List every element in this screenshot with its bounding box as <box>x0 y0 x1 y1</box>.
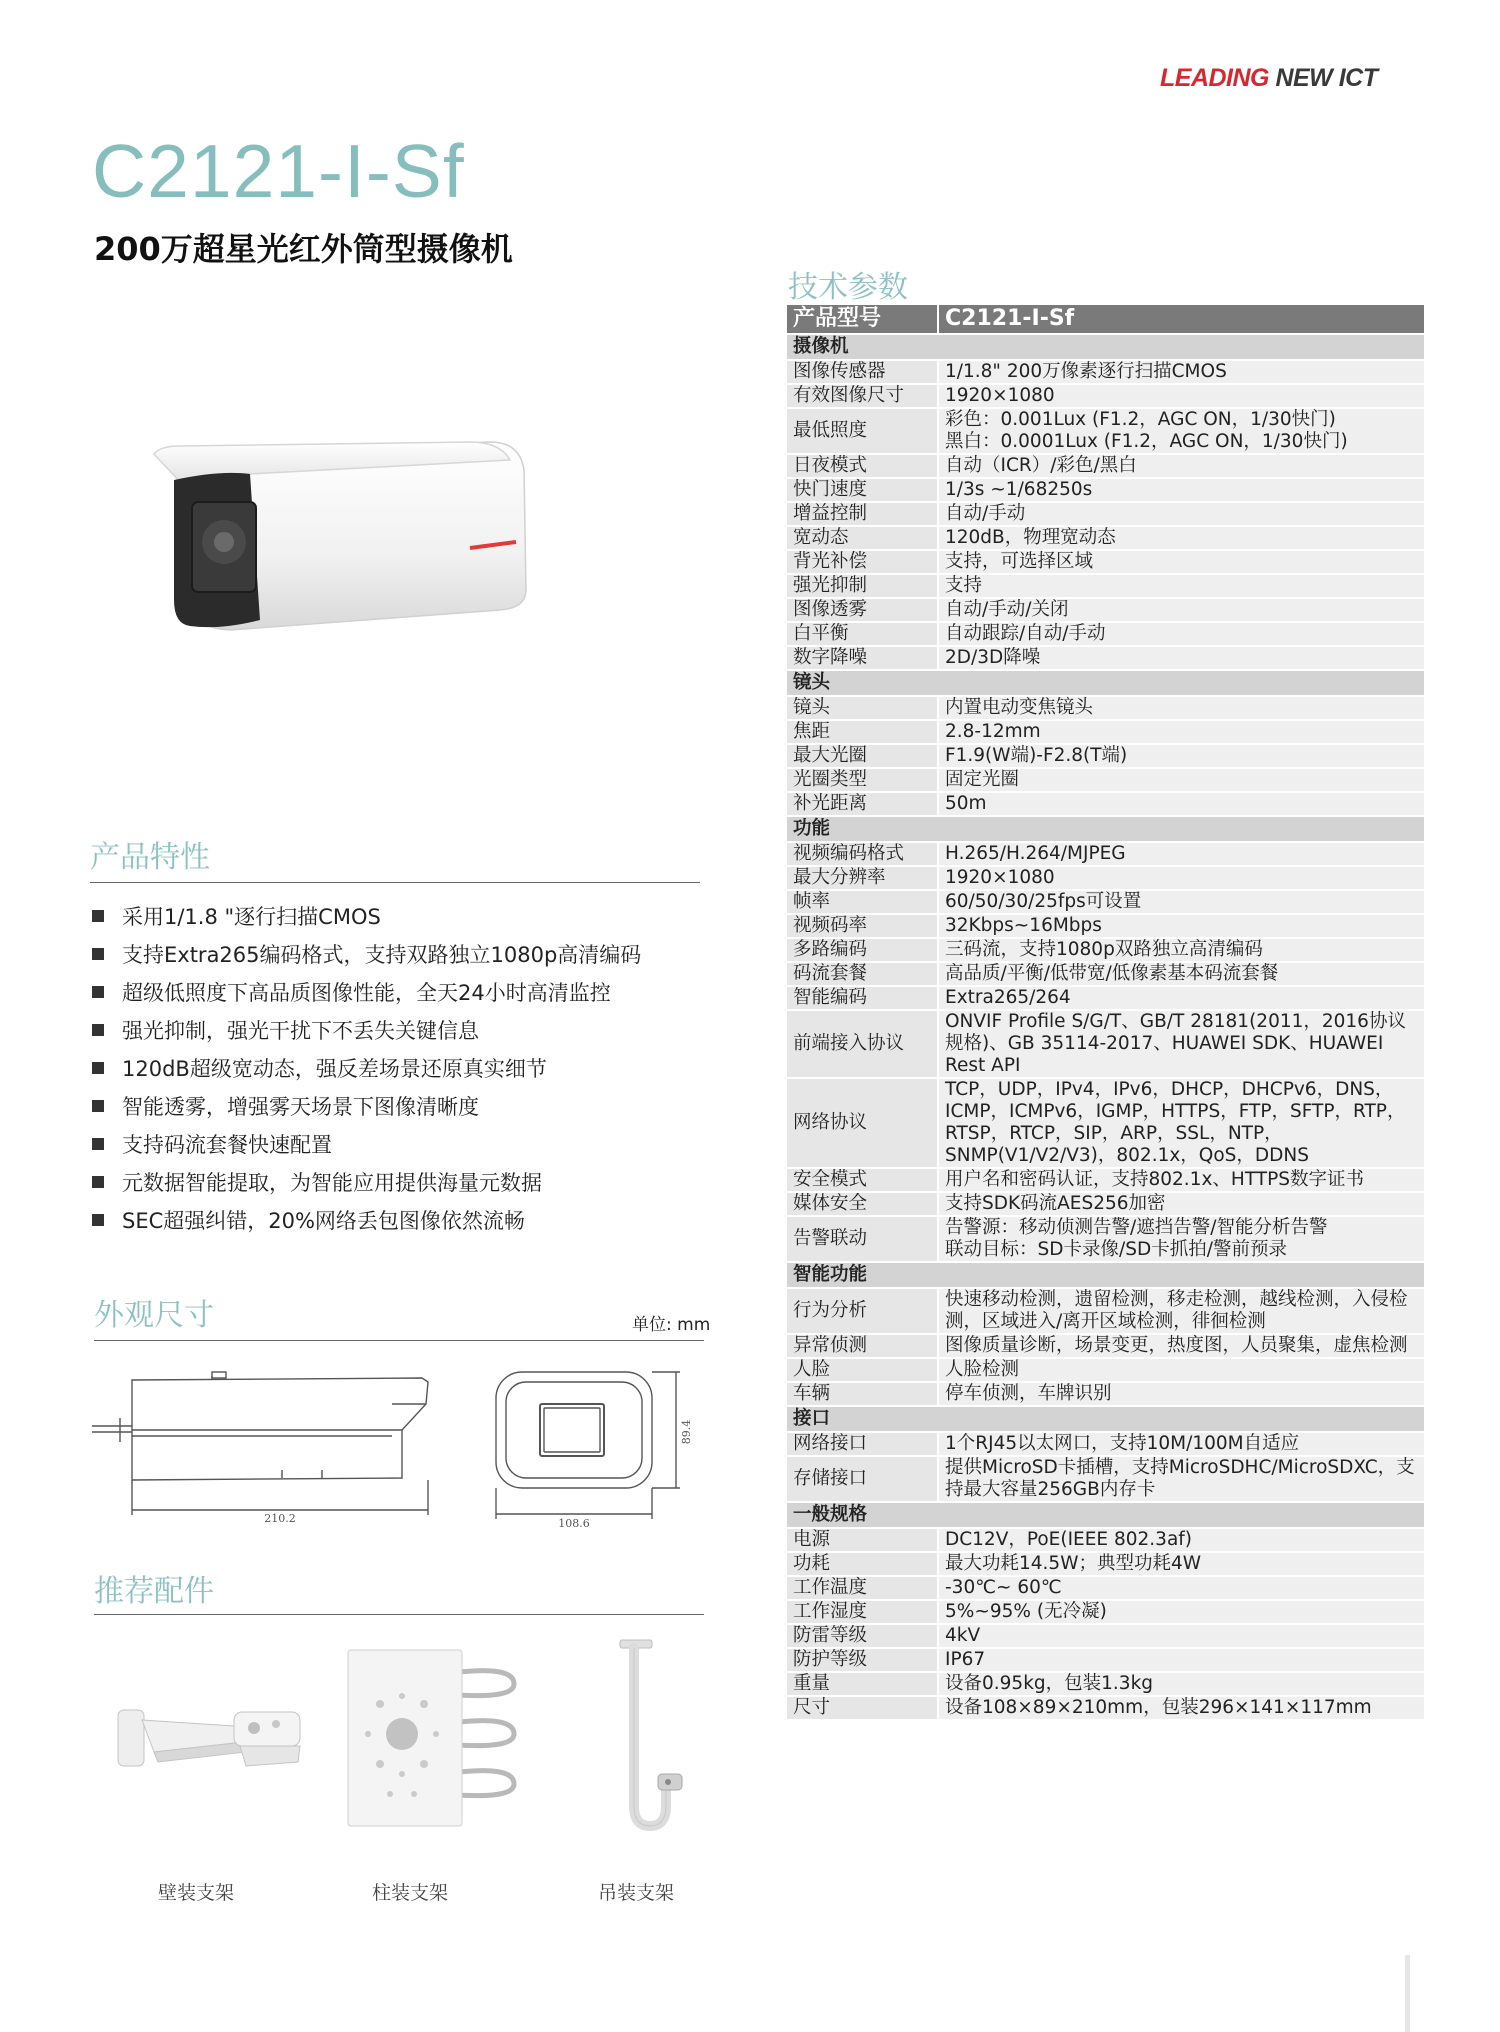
bullet-square-icon <box>92 1176 104 1188</box>
spec-key: 异常侦测 <box>787 1334 938 1358</box>
spec-key: 多路编码 <box>787 938 938 962</box>
spec-row <box>787 1432 1424 1456</box>
spec-header-value: C2121-I-Sf <box>938 305 1424 334</box>
height-label: 89.4 <box>680 1419 693 1445</box>
spec-value: 快速移动检测，遗留检测，移走检测，越线检测，入侵检测，区域进入/离开区域检测，徘徊检测 <box>938 1288 1424 1334</box>
spec-category-label: 接口 <box>787 1406 1424 1432</box>
feature-item: 支持Extra265编码格式，支持双路独立1080p高清编码 <box>92 936 712 974</box>
spec-row <box>787 360 1424 384</box>
spec-row <box>787 454 1424 478</box>
spec-category-row <box>787 1262 1424 1288</box>
spec-key: 网络接口 <box>787 1432 938 1456</box>
spec-key: 视频码率 <box>787 914 938 938</box>
bullet-square-icon <box>92 1024 104 1036</box>
spec-row <box>787 1010 1424 1078</box>
spec-header-key: 产品型号 <box>787 305 938 334</box>
spec-row <box>787 1382 1424 1406</box>
spec-key: 强光抑制 <box>787 574 938 598</box>
spec-key: 防雷等级 <box>787 1624 938 1648</box>
features-divider <box>90 882 700 883</box>
spec-row <box>787 1648 1424 1672</box>
spec-category-row <box>787 334 1424 360</box>
spec-value: 停车侦测，车牌识别 <box>938 1382 1424 1406</box>
spec-row <box>787 1334 1424 1358</box>
spec-key: 人脸 <box>787 1358 938 1382</box>
logo-leading: LEADING <box>1160 64 1269 92</box>
spec-key: 智能编码 <box>787 986 938 1010</box>
spec-category-label: 智能功能 <box>787 1262 1424 1288</box>
spec-row <box>787 744 1424 768</box>
spec-key: 告警联动 <box>787 1216 938 1262</box>
spec-row <box>787 1672 1424 1696</box>
spec-row <box>787 890 1424 914</box>
spec-value: 人脸检测 <box>938 1358 1424 1382</box>
bullet-square-icon <box>92 910 104 922</box>
spec-key: 最大分辨率 <box>787 866 938 890</box>
spec-value: -30℃~ 60℃ <box>938 1576 1424 1600</box>
spec-row <box>787 574 1424 598</box>
spec-value: 5%~95% (无冷凝) <box>938 1600 1424 1624</box>
spec-row <box>787 938 1424 962</box>
spec-value: 支持SDK码流AES256加密 <box>938 1192 1424 1216</box>
spec-table <box>787 305 1424 1721</box>
spec-value: 1/1.8" 200万像素逐行扫描CMOS <box>938 360 1424 384</box>
spec-key: 安全模式 <box>787 1168 938 1192</box>
spec-row <box>787 1528 1424 1552</box>
wall-mount-label: 壁装支架 <box>157 1882 234 1904</box>
spec-header-row <box>787 305 1424 334</box>
spec-key: 增益控制 <box>787 502 938 526</box>
spec-key: 有效图像尺寸 <box>787 384 938 408</box>
spec-row <box>787 384 1424 408</box>
spec-key: 尺寸 <box>787 1696 938 1720</box>
bullet-square-icon <box>92 986 104 998</box>
spec-row <box>787 646 1424 670</box>
spec-row <box>787 622 1424 646</box>
spec-key: 车辆 <box>787 1382 938 1406</box>
spec-row <box>787 1216 1424 1262</box>
spec-key: 镜头 <box>787 696 938 720</box>
brand-logo <box>1160 64 1378 93</box>
spec-category-row <box>787 816 1424 842</box>
spec-key: 防护等级 <box>787 1648 938 1672</box>
feature-item: 采用1/1.8 "逐行扫描CMOS <box>92 898 712 936</box>
spec-value: TCP，UDP，IPv4，IPv6，DHCP，DHCPv6，DNS，ICMP，ICMPv6，IGMP，HTTPS，FTP，SFTP，RTP，RTSP，RTCP，SIP，ARP，SSL，NTP，SNMP(V1/V2/V3)，802.1x，QoS，DDNS <box>938 1078 1424 1168</box>
accessories-divider <box>94 1614 704 1615</box>
spec-value: 60/50/30/25fps可设置 <box>938 890 1424 914</box>
dimensions-divider <box>94 1340 704 1341</box>
spec-value: 1个RJ45以太网口，支持10M/100M自适应 <box>938 1432 1424 1456</box>
spec-key: 日夜模式 <box>787 454 938 478</box>
spec-row <box>787 1600 1424 1624</box>
spec-row <box>787 696 1424 720</box>
spec-category-label: 摄像机 <box>787 334 1424 360</box>
ceiling-mount-label: 吊装支架 <box>597 1882 674 1904</box>
spec-value: 高品质/平衡/低带宽/低像素基本码流套餐 <box>938 962 1424 986</box>
spec-value: 32Kbps~16Mbps <box>938 914 1424 938</box>
spec-key: 前端接入协议 <box>787 1010 938 1078</box>
spec-key: 数字降噪 <box>787 646 938 670</box>
spec-key: 图像传感器 <box>787 360 938 384</box>
spec-row <box>787 1696 1424 1720</box>
spec-value: 1920×1080 <box>938 866 1424 890</box>
spec-category-label: 功能 <box>787 816 1424 842</box>
feature-item: 强光抑制，强光干扰下不丢失关键信息 <box>92 1012 712 1050</box>
spec-value: 用户名和密码认证，支持802.1x、HTTPS数字证书 <box>938 1168 1424 1192</box>
bullet-square-icon <box>92 1062 104 1074</box>
spec-row <box>787 842 1424 866</box>
spec-key: 光圈类型 <box>787 768 938 792</box>
feature-item: 支持码流套餐快速配置 <box>92 1126 712 1164</box>
spec-value: F1.9(W端)-F2.8(T端) <box>938 744 1424 768</box>
spec-value: 支持，可选择区域 <box>938 550 1424 574</box>
spec-category-row <box>787 670 1424 696</box>
feature-item: 智能透雾，增强雾天场景下图像清晰度 <box>92 1088 712 1126</box>
spec-key: 存储接口 <box>787 1456 938 1502</box>
product-model-title: C2121-I-Sf <box>92 129 465 213</box>
spec-value: 自动/手动 <box>938 502 1424 526</box>
spec-value: 告警源：移动侦测告警/遮挡告警/智能分析告警 联动目标：SD卡录像/SD卡抓拍/警前预录 <box>938 1216 1424 1262</box>
spec-key: 背光补偿 <box>787 550 938 574</box>
spec-key: 图像透雾 <box>787 598 938 622</box>
spec-row <box>787 1358 1424 1382</box>
spec-key: 帧率 <box>787 890 938 914</box>
spec-key: 宽动态 <box>787 526 938 550</box>
spec-row <box>787 720 1424 744</box>
dimensions-title: 外观尺寸 <box>94 1298 214 1333</box>
spec-key: 媒体安全 <box>787 1192 938 1216</box>
spec-row <box>787 478 1424 502</box>
spec-value: 支持 <box>938 574 1424 598</box>
spec-value: 50m <box>938 792 1424 816</box>
spec-value: 1/3s ~1/68250s <box>938 478 1424 502</box>
spec-key: 功耗 <box>787 1552 938 1576</box>
length-label: 210.2 <box>264 1512 296 1525</box>
spec-row <box>787 1624 1424 1648</box>
spec-value: 图像质量诊断，场景变更，热度图，人员聚集，虚焦检测 <box>938 1334 1424 1358</box>
product-subtitle: 200万超星光红外筒型摄像机 <box>94 230 513 268</box>
features-list <box>92 898 712 1240</box>
spec-title: 技术参数 <box>788 270 908 305</box>
spec-row <box>787 962 1424 986</box>
spec-key: 行为分析 <box>787 1288 938 1334</box>
spec-value: 固定光圈 <box>938 768 1424 792</box>
front-view-drawing <box>490 1364 710 1534</box>
spec-row <box>787 1576 1424 1600</box>
spec-row <box>787 866 1424 890</box>
spec-value: Extra265/264 <box>938 986 1424 1010</box>
bullet-square-icon <box>92 1214 104 1226</box>
spec-row <box>787 986 1424 1010</box>
bullet-square-icon <box>92 1100 104 1112</box>
spec-key: 最大光圈 <box>787 744 938 768</box>
spec-key: 补光距离 <box>787 792 938 816</box>
spec-key: 码流套餐 <box>787 962 938 986</box>
spec-value: 2.8-12mm <box>938 720 1424 744</box>
spec-key: 工作温度 <box>787 1576 938 1600</box>
spec-row <box>787 792 1424 816</box>
spec-key: 快门速度 <box>787 478 938 502</box>
pole-mount-label: 柱装支架 <box>371 1882 448 1904</box>
dimensions-unit: 单位: mm <box>632 1315 711 1335</box>
logo-new-ict: NEW ICT <box>1269 64 1378 92</box>
spec-value: 4kV <box>938 1624 1424 1648</box>
feature-item: 超级低照度下高品质图像性能，全天24小时高清监控 <box>92 974 712 1012</box>
spec-value: 最大功耗14.5W；典型功耗4W <box>938 1552 1424 1576</box>
spec-row <box>787 502 1424 526</box>
spec-value: 三码流，支持1080p双路独立高清编码 <box>938 938 1424 962</box>
spec-value: DC12V，PoE(IEEE 802.3af) <box>938 1528 1424 1552</box>
spec-key: 重量 <box>787 1672 938 1696</box>
spec-value: 内置电动变焦镜头 <box>938 696 1424 720</box>
camera-product-image <box>140 430 540 650</box>
spec-category-label: 镜头 <box>787 670 1424 696</box>
bullet-square-icon <box>92 948 104 960</box>
spec-value: 彩色：0.001Lux (F1.2，AGC ON，1/30快门) 黑白：0.0001Lux (F1.2，AGC ON，1/30快门) <box>938 408 1424 454</box>
spec-row <box>787 598 1424 622</box>
spec-value: 自动（ICR）/彩色/黑白 <box>938 454 1424 478</box>
spec-key: 网络协议 <box>787 1078 938 1168</box>
spec-value: 2D/3D降噪 <box>938 646 1424 670</box>
spec-row <box>787 914 1424 938</box>
spec-row <box>787 1168 1424 1192</box>
spec-category-row <box>787 1406 1424 1432</box>
page-edge-bar <box>1405 1955 1410 2032</box>
spec-value: 设备108×89×210mm，包装296×141×117mm <box>938 1696 1424 1720</box>
feature-item: SEC超强纠错，20%网络丢包图像依然流畅 <box>92 1202 712 1240</box>
spec-key: 焦距 <box>787 720 938 744</box>
spec-key: 白平衡 <box>787 622 938 646</box>
features-title: 产品特性 <box>90 840 210 875</box>
spec-category-label: 一般规格 <box>787 1502 1424 1528</box>
feature-item: 元数据智能提取，为智能应用提供海量元数据 <box>92 1164 712 1202</box>
spec-value: 提供MicroSD卡插槽，支持MicroSDHC/MicroSDXC，支持最大容量256GB内存卡 <box>938 1456 1424 1502</box>
ceiling-mount-image <box>596 1636 706 1836</box>
bullet-square-icon <box>92 1138 104 1150</box>
spec-row <box>787 550 1424 574</box>
spec-row <box>787 768 1424 792</box>
side-view-drawing <box>92 1360 442 1530</box>
spec-row <box>787 526 1424 550</box>
spec-key: 电源 <box>787 1528 938 1552</box>
spec-value: 1920×1080 <box>938 384 1424 408</box>
pole-mount-image <box>344 1644 524 1834</box>
spec-key: 视频编码格式 <box>787 842 938 866</box>
spec-key: 工作湿度 <box>787 1600 938 1624</box>
feature-item: 120dB超级宽动态，强反差场景还原真实细节 <box>92 1050 712 1088</box>
spec-key: 最低照度 <box>787 408 938 454</box>
spec-value: 自动跟踪/自动/手动 <box>938 622 1424 646</box>
spec-row <box>787 1078 1424 1168</box>
spec-value: 设备0.95kg，包装1.3kg <box>938 1672 1424 1696</box>
spec-category-row <box>787 1502 1424 1528</box>
spec-value: 自动/手动/关闭 <box>938 598 1424 622</box>
spec-value: H.265/H.264/MJPEG <box>938 842 1424 866</box>
spec-row <box>787 408 1424 454</box>
spec-row <box>787 1456 1424 1502</box>
spec-row <box>787 1288 1424 1334</box>
spec-row <box>787 1192 1424 1216</box>
spec-value: ONVIF Profile S/G/T、GB/T 28181(2011，2016协议规格)、GB 35114-2017、HUAWEI SDK、HUAWEI Rest API <box>938 1010 1424 1078</box>
wall-mount-image <box>114 1690 314 1790</box>
accessories-title: 推荐配件 <box>94 1574 214 1609</box>
spec-value: IP67 <box>938 1648 1424 1672</box>
spec-value: 120dB，物理宽动态 <box>938 526 1424 550</box>
spec-row <box>787 1552 1424 1576</box>
width-label: 108.6 <box>558 1517 590 1530</box>
